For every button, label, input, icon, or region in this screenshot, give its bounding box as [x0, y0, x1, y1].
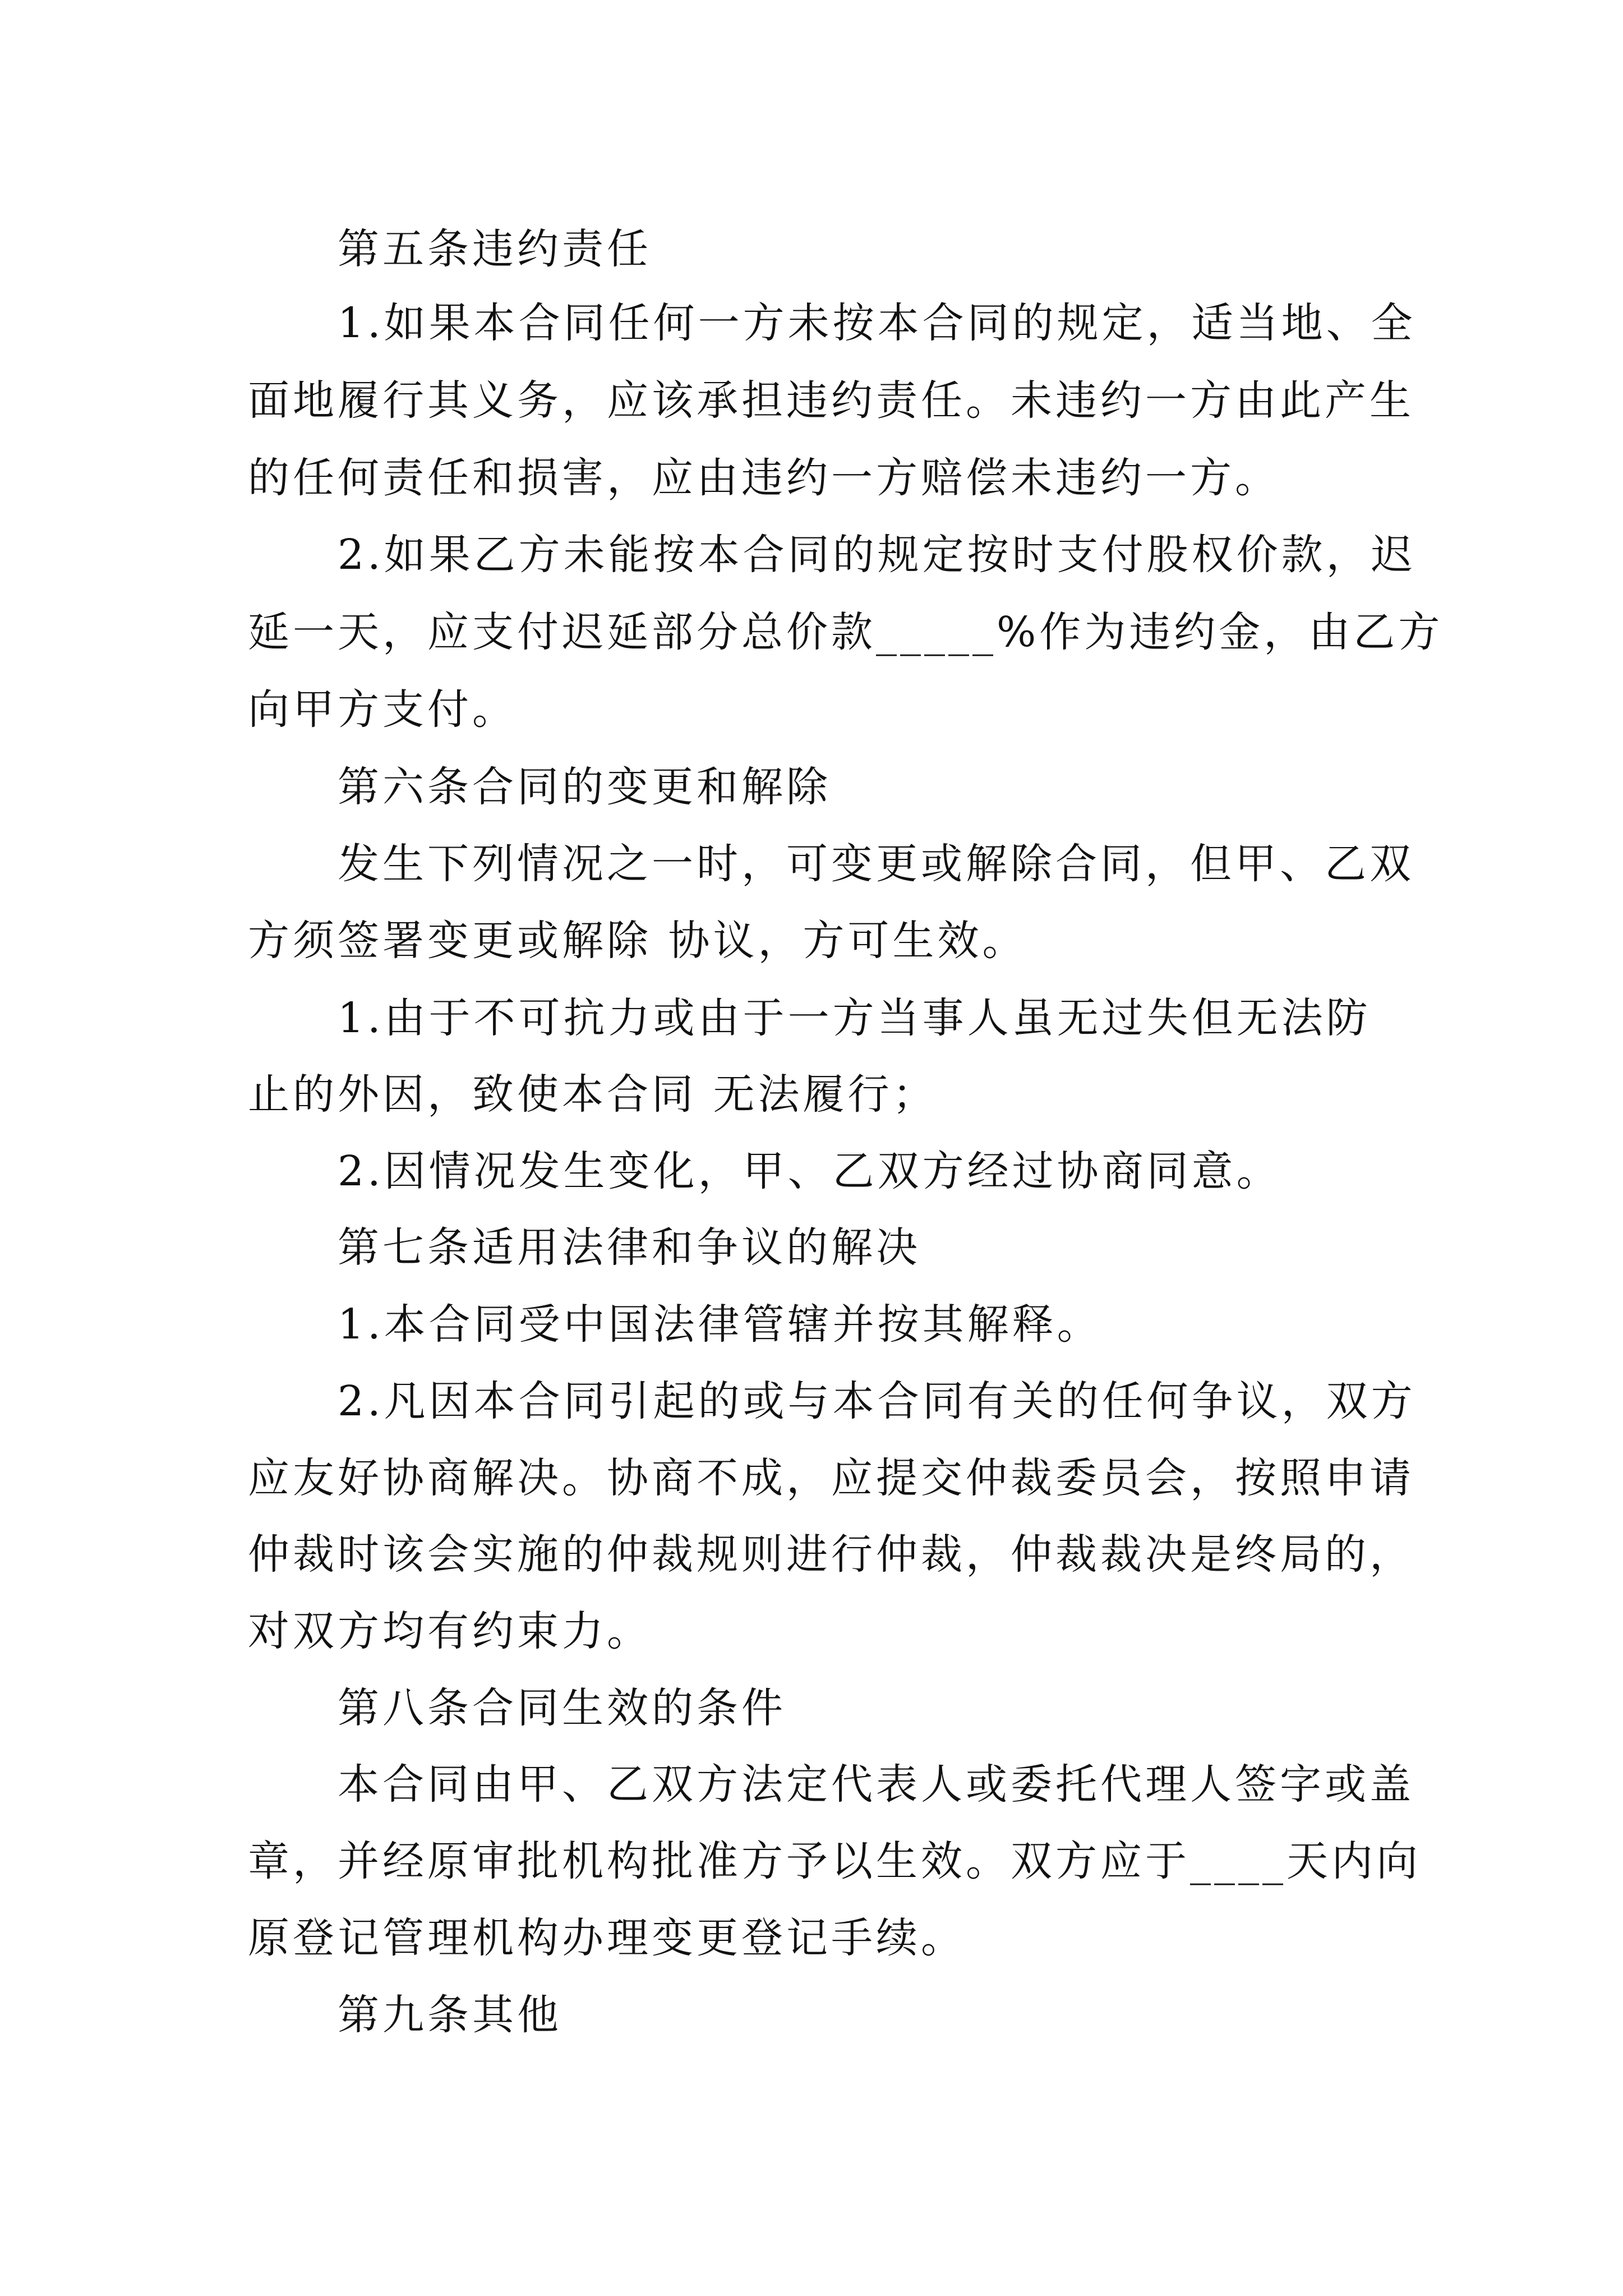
text-line: 1.由于不可抗力或由于一方当事人虽无过失但无法防 [248, 994, 1371, 1042]
text-line: 1.如果本合同任何一方未按本合同的规定，适当地、全 [248, 299, 1416, 347]
text-line: 向甲方支付。 [248, 685, 517, 734]
text-line: 应友好协商解决。协商不成，应提交仲裁委员会，按照申请 [248, 1454, 1414, 1502]
text-line: 的任何责任和损害，应由违约一方赔偿未违约一方。 [248, 454, 1280, 502]
text-line: 1.本合同受中国法律管辖并按其解释。 [248, 1300, 1102, 1349]
text-line: 章，并经原审批机构批准方予以生效。双方应于____天内向 [248, 1837, 1421, 1885]
article-7-heading: 第七条适用法律和争议的解决 [248, 1223, 921, 1272]
text-line: 仲裁时该会实施的仲裁规则进行仲裁，仲裁裁决是终局的， [248, 1530, 1414, 1579]
text-line: 本合同由甲、乙双方法定代表人或委托代理人签字或盖 [248, 1760, 1414, 1809]
text-line: 方须签署变更或解除 协议，方可生效。 [248, 917, 1027, 965]
article-5-heading: 第五条违约责任 [248, 225, 652, 273]
text-line: 2.凡因本合同引起的或与本合同有关的任何争议，双方 [248, 1377, 1416, 1425]
article-8-heading: 第八条合同生效的条件 [248, 1684, 786, 1732]
article-9-heading: 第九条其他 [248, 1991, 562, 2039]
text-line: 延一天，应支付迟延部分总价款_____%作为违约金，由乙方 [248, 608, 1444, 656]
text-line: 面地履行其义务，应该承担违约责任。未违约一方由此产生 [248, 376, 1414, 425]
text-line: 2.因情况发生变化，甲、乙双方经过协商同意。 [248, 1147, 1281, 1195]
article-6-heading: 第六条合同的变更和解除 [248, 763, 831, 811]
text-line: 2.如果乙方未能按本合同的规定按时支付股权价款，迟 [248, 531, 1416, 579]
text-line: 发生下列情况之一时，可变更或解除合同，但甲、乙双 [248, 840, 1414, 888]
text-line: 原登记管理机构办理变更登记手续。 [248, 1914, 966, 1962]
text-line: 对双方均有约束力。 [248, 1607, 652, 1655]
text-line: 止的外因，致使本合同 无法履行； [248, 1070, 938, 1119]
